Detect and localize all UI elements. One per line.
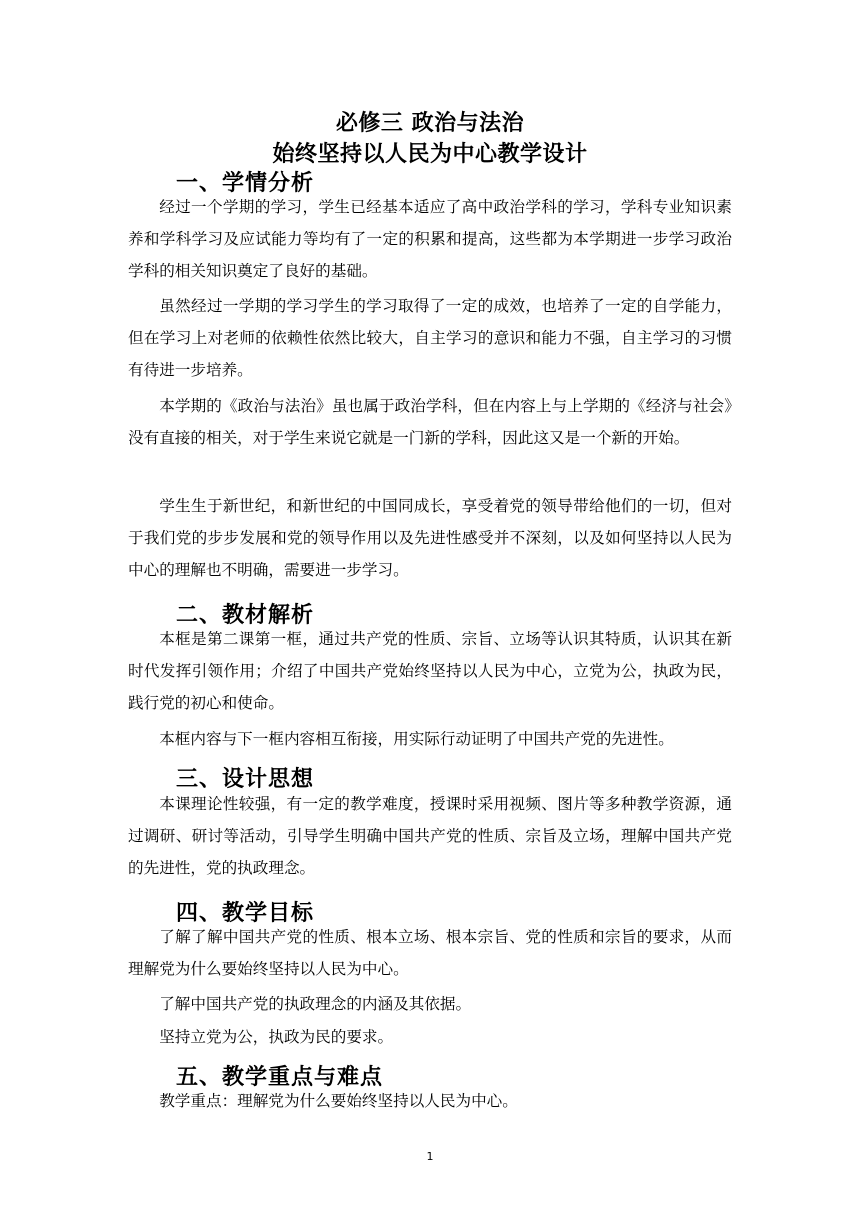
paragraph: 本框内容与下一框内容相互衔接，用实际行动证明了中国共产党的先进性。 bbox=[159, 730, 674, 748]
paragraph: 坚持立党为公，执政为民的要求。 bbox=[159, 1028, 394, 1046]
page-number: 1 bbox=[426, 1150, 434, 1163]
section-heading-teaching-goals: 四、教学目标 bbox=[176, 901, 315, 926]
document-title-line2: 始终坚持以人民为中心教学设计 bbox=[272, 142, 588, 167]
paragraph: 本课理论性较强，有一定的教学难度，授课时采用视频、图片等多种教学资源，通过调研、研讨等活动，引导学生明确中国共产党的性质、宗旨及立场，理解中国共产党的先进性，党的执政理念。 bbox=[128, 795, 732, 877]
paragraph: 了解中国共产党的执政理念的内涵及其依据。 bbox=[159, 995, 472, 1013]
section-heading-learning-analysis: 一、学情分析 bbox=[176, 171, 315, 196]
paragraph: 了解了解中国共产党的性质、根本立场、根本宗旨、党的性质和宗旨的要求，从而理解党为什么要始终坚持以人民为中心。 bbox=[128, 928, 732, 978]
paragraph: 学生生于新世纪，和新世纪的中国同成长，享受着党的领导带给他们的一切，但对于我们党的步步发展和党的领导作用以及先进性感受并不深刻，以及如何坚持以人民为中心的理解也不明确，需要进一步学习。 bbox=[128, 497, 732, 579]
document-title-line1: 必修三 政治与法治 bbox=[335, 111, 525, 136]
paragraph: 本框是第二课第一框，通过共产党的性质、宗旨、立场等认识其特质，认识其在新时代发挥引领作用；介绍了中国共产党始终坚持以人民为中心，立党为公，执政为民，践行党的初心和使命。 bbox=[128, 630, 732, 712]
section-heading-key-points: 五、教学重点与难点 bbox=[176, 1065, 384, 1090]
section-heading-design-idea: 三、设计思想 bbox=[176, 767, 315, 792]
section-heading-textbook-analysis: 二、教材解析 bbox=[176, 603, 315, 628]
paragraph: 本学期的《政治与法治》虽也属于政治学科，但在内容上与上学期的《经济与社会》没有直接的相关，对于学生来说它就是一门新的学科，因此这又是一个新的开始。 bbox=[128, 397, 732, 447]
paragraph: 教学重点：理解党为什么要始终坚持以人民为中心。 bbox=[159, 1092, 518, 1110]
paragraph: 虽然经过一学期的学习学生的学习取得了一定的成效，也培养了一定的自学能力，但在学习上对老师的依赖性依然比较大，自主学习的意识和能力不强，自主学习的习惯有待进一步培养。 bbox=[128, 297, 732, 379]
paragraph: 经过一个学期的学习，学生已经基本适应了高中政治学科的学习，学科专业知识素养和学科学习及应试能力等均有了一定的积累和提高，这些都为本学期进一步学习政治学科的相关知识奠定了良好的基础。 bbox=[128, 198, 732, 280]
